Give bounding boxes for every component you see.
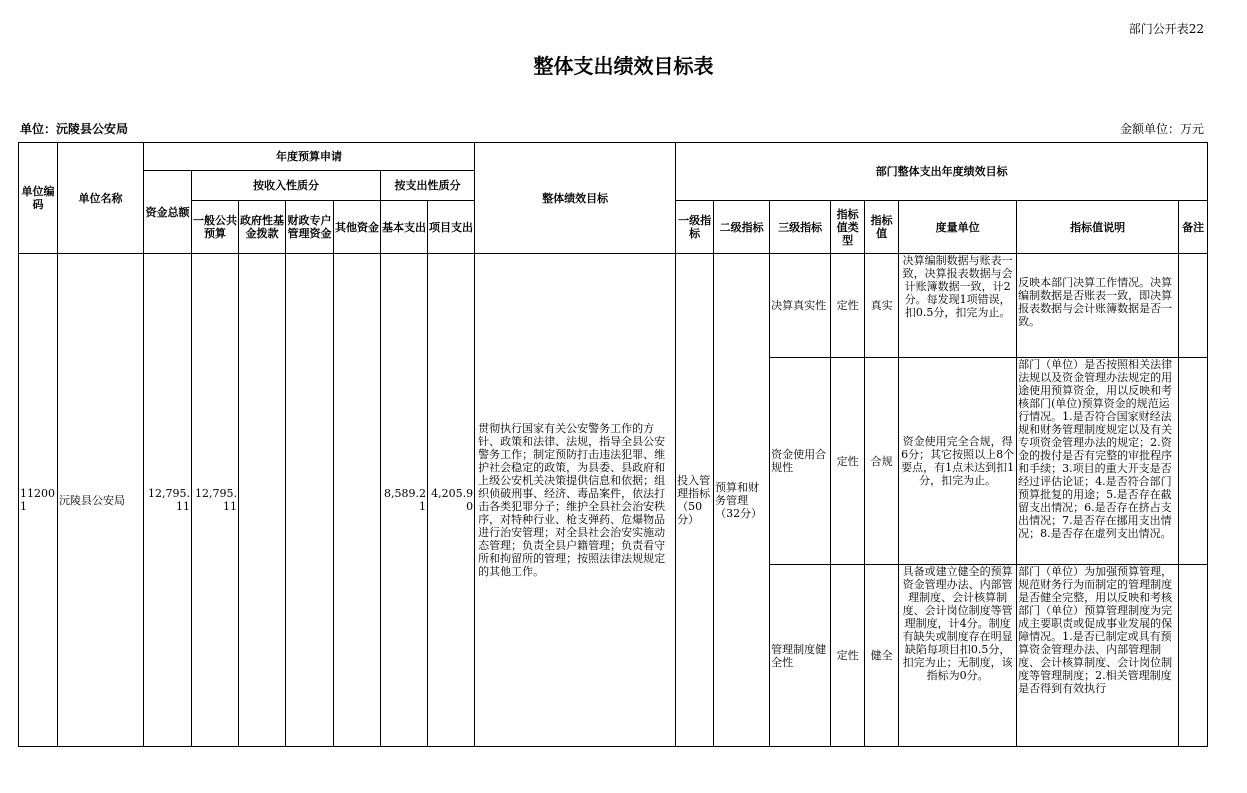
indicator-remark bbox=[1179, 358, 1208, 565]
header-gov-fund: 政府性基金拨款 bbox=[239, 201, 286, 254]
cell-general-budget: 12,795.11 bbox=[192, 254, 239, 747]
indicator-level3: 管理制度健全性 bbox=[770, 565, 831, 747]
header-remark: 备注 bbox=[1179, 201, 1208, 254]
header-fiscal-special: 财政专户管理资金 bbox=[286, 201, 334, 254]
cell-overall-goal: 贯彻执行国家有关公安警务工作的方针、政策和法律、法规，指导全县公安警务工作；制定预防打击违法犯罪、维护社会稳定的政策，为县委、县政府和上级公安机关决策提供信息和依据；组织侦破刑事、经济、毒品案件，依法打击各类犯罪分子；维护全县社会治安秩序，对特种行业、枪支弹药、危爆物品进行治安管理；对全县社会治安实施动态管理；负责全县户籍管理；负责看守所和拘留所的管理；按照法律法规规定的其他工作。 bbox=[475, 254, 676, 747]
performance-table bbox=[18, 142, 1208, 747]
indicator-desc bbox=[1017, 565, 1179, 747]
header-indicator-value: 指标值 bbox=[865, 201, 899, 254]
indicator-measure bbox=[899, 565, 1017, 747]
indicator-measure-text: 具备或建立健全的预算资金管理办法、内部管理制度、会计核算制度、会计岗位制度等管理制度，计4分。制度有缺失或制度存在明显缺陷每项目扣0.5分，扣完为止；无制度，该指标为0分。 bbox=[902, 565, 1013, 682]
indicator-measure: 资金使用完全合规，得6分；其它按照以上8个要点，有1点未达到扣1分，扣完为止。 bbox=[899, 358, 1017, 565]
indicator-level3: 资金使用合规性 bbox=[770, 358, 831, 565]
indicator-level3: 决算真实性 bbox=[770, 254, 831, 358]
header-level3: 三级指标 bbox=[770, 201, 831, 254]
indicator-value: 合规 bbox=[865, 358, 899, 565]
amount-unit-label: 金额单位：万元 bbox=[1119, 122, 1204, 136]
indicator-desc bbox=[1017, 254, 1179, 358]
indicator-value: 真实 bbox=[865, 254, 899, 358]
header-annual-budget: 年度预算申请 bbox=[144, 143, 475, 171]
header-unit-name: 单位名称 bbox=[58, 143, 144, 254]
indicator-value-type: 定性 bbox=[831, 358, 865, 565]
header-value-type: 指标值类型 bbox=[831, 201, 865, 254]
indicator-desc bbox=[1017, 358, 1179, 565]
indicator-remark bbox=[1179, 565, 1208, 747]
indicator-remark bbox=[1179, 254, 1208, 358]
unit-label: 单位：沅陵县公安局 bbox=[20, 122, 129, 136]
cell-gov-fund bbox=[239, 254, 286, 747]
indicator-desc-text: 部门（单位）为加强预算管理，规范财务行为而制定的管理制度是否健全完整，用以反映和考核部门（单位）预算管理制度为完成主要职责或促成事业发展的保障情况。1.是否已制定或具有预算资金管理办法、内部管理制度、会计核算制度、会计岗位制度等管理制度；2.相关管理制度是否得到有效执行 bbox=[1018, 565, 1173, 695]
header-level1: 一级指标 bbox=[676, 201, 714, 254]
cell-fiscal-special bbox=[286, 254, 334, 747]
cell-unit-name: 沅陵县公安局 bbox=[58, 254, 144, 747]
header-level2: 二级指标 bbox=[714, 201, 770, 254]
header-general-budget: 一般公共预算 bbox=[192, 201, 239, 254]
header-by-expense: 按支出性质分 bbox=[381, 171, 475, 201]
cell-other-funds bbox=[334, 254, 381, 747]
cell-project-expense: 4,205.90 bbox=[428, 254, 475, 747]
form-number: 部门公开表22 bbox=[1128, 22, 1204, 36]
header-overall-goal: 整体绩效目标 bbox=[475, 143, 676, 254]
indicator-value-type: 定性 bbox=[831, 565, 865, 747]
indicator-measure-text: 决算编制数据与账表一致，决算报表数据与会计账簿数据一致，计2分。每发现1项错误，扣0.5分，扣完为止。 bbox=[902, 254, 1013, 319]
header-by-income: 按收入性质分 bbox=[192, 171, 381, 201]
indicator-desc-text: 部门（单位）是否按照相关法律法规以及资金管理办法规定的用途使用预算资金，用以反映和考核部门(单位)预算资金的规范运行情况。1.是否符合国家财经法规和财务管理制度规定以及有关专项资金管理办法的规定；2.资金的拨付是否有完整的审批程序和手续；3.项目的重大开支是否经过评估论证；4.是否符合部门预算批复的用途；5.是否存在截留支出情况；6.是否存在挤占支出情况；7.是否存在挪用支出情况；8.是否存在虚列支出情况。 bbox=[1018, 358, 1173, 540]
page-title: 整体支出绩效目标表 bbox=[533, 54, 714, 78]
cell-level2: 预算和财务管理（32分） bbox=[714, 254, 770, 747]
header-other-funds: 其他资金 bbox=[334, 201, 381, 254]
header-measure-unit: 度量单位 bbox=[899, 201, 1017, 254]
indicator-desc-text: 反映本部门决算工作情况。决算编制数据是否账表一致，即决算报表数据与会计账簿数据是否一致。 bbox=[1018, 276, 1173, 328]
header-dept-goal: 部门整体支出年度绩效目标 bbox=[676, 143, 1208, 201]
cell-basic-expense: 8,589.21 bbox=[381, 254, 428, 747]
cell-level1: 投入管理指标（50分） bbox=[676, 254, 714, 747]
indicator-measure bbox=[899, 254, 1017, 358]
cell-total-funds: 12,795.11 bbox=[144, 254, 192, 747]
header-unit-code: 单位编码 bbox=[19, 143, 58, 254]
indicator-value-type: 定性 bbox=[831, 254, 865, 358]
cell-unit-code: 112001 bbox=[19, 254, 58, 747]
header-project-expense: 项目支出 bbox=[428, 201, 475, 254]
header-total-funds: 资金总额 bbox=[144, 171, 192, 254]
indicator-value: 健全 bbox=[865, 565, 899, 747]
header-value-desc: 指标值说明 bbox=[1017, 201, 1179, 254]
header-basic-expense: 基本支出 bbox=[381, 201, 428, 254]
